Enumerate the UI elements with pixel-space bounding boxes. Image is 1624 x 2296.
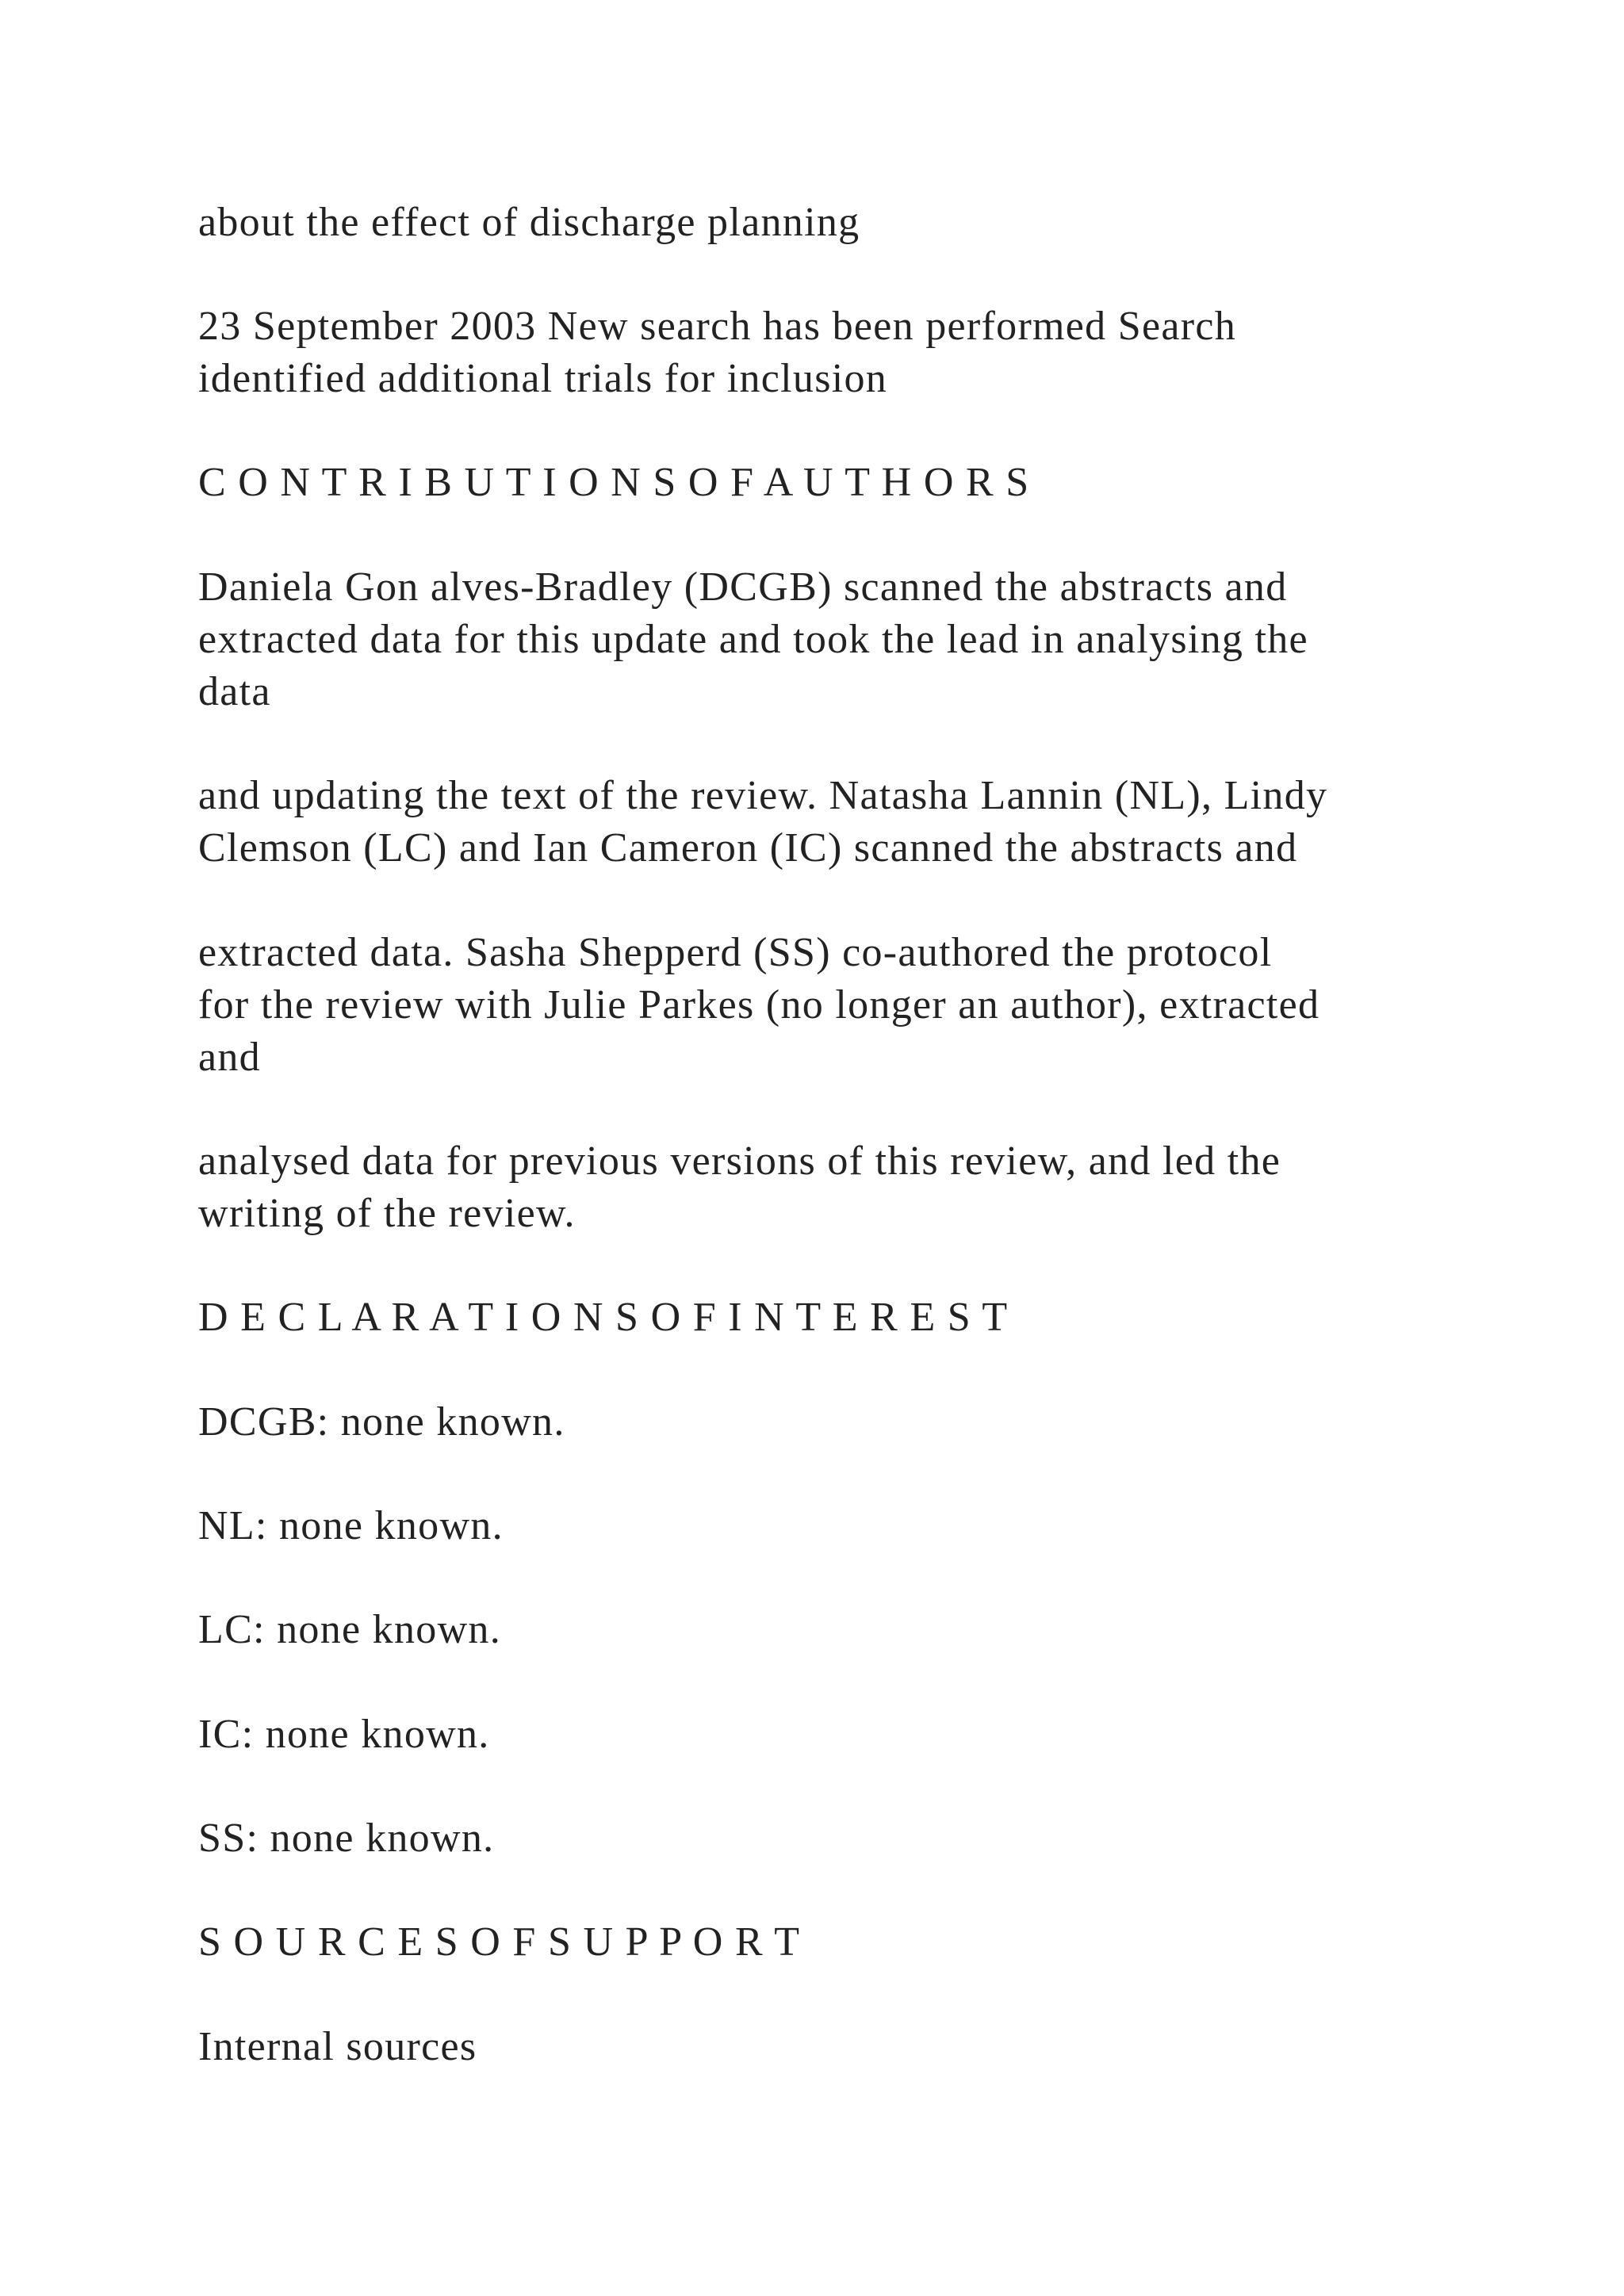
text-line: SS: none known. (198, 1816, 495, 1861)
text-line: and updating the text of the review. Natasha Lannin (NL), Lindy (198, 773, 1328, 818)
text-line: extracted data. Sasha Shepperd (SS) co-authored the protocol (198, 930, 1273, 975)
text-line: NL: none known. (198, 1503, 504, 1548)
text-line: analysed data for previous versions of this review, and led the (198, 1138, 1281, 1184)
section-heading-sources: S O U R C E S O F S U P P O R T (198, 1919, 801, 1965)
text-line: and (198, 1035, 261, 1080)
text-line: Internal sources (198, 2024, 477, 2069)
section-heading-contributions: C O N T R I B U T I O N S O F A U T H O R S (198, 460, 1030, 505)
text-line: about the effect of discharge planning (198, 200, 860, 245)
text-line: DCGB: none known. (198, 1399, 565, 1445)
text-line: data (198, 669, 271, 714)
text-line: for the review with Julie Parkes (no longer an author), extracted (198, 982, 1320, 1027)
text-line: extracted data for this update and took the lead in analysing the (198, 617, 1308, 662)
text-line: Clemson (LC) and Ian Cameron (IC) scanned the abstracts and (198, 825, 1298, 871)
text-line: writing of the review. (198, 1191, 576, 1236)
text-line: Daniela Gon alves-Bradley (DCGB) scanned the abstracts and (198, 564, 1288, 610)
text-line: identified additional trials for inclusion (198, 356, 888, 401)
text-line: IC: none known. (198, 1712, 490, 1757)
text-line: 23 September 2003 New search has been performed Search (198, 304, 1237, 349)
text-line: LC: none known. (198, 1607, 502, 1652)
section-heading-declarations: D E C L A R A T I O N S O F I N T E R E S T (198, 1295, 1009, 1340)
